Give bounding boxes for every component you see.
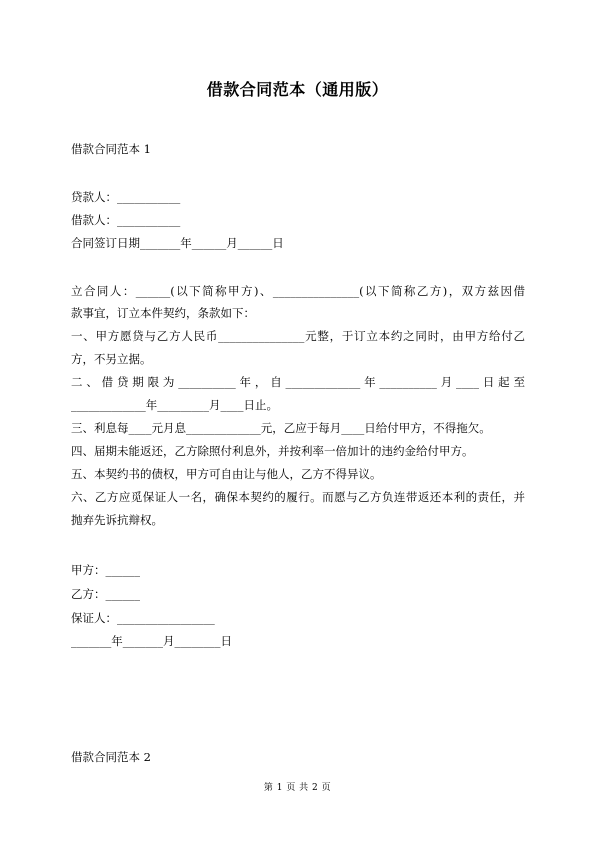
clause6-line1: 六、乙方应觅保证人一名，确保本契约的履行。而愿与乙方负连带返还本利的责任，并 (71, 490, 525, 504)
clause1-line2: 方，不另立据。 (71, 352, 152, 366)
clause3: 三、利息每____元月息_____________元，乙应于每月____日给付甲方，不得拖欠。 (71, 421, 491, 435)
clause5: 五、本契约书的债权，甲方可自由让与他人，乙方不得异议。 (71, 467, 382, 481)
borrower-line: 借款人：___________ (71, 213, 181, 227)
parties-paragraph-line2: 款事宜，订立本件契约，条款如下： (71, 306, 255, 320)
clause1-line1: 一、甲方愿贷与乙方人民币_______________元整，于订立本约之同时，由甲方给付乙 (71, 329, 525, 343)
section2-heading: 借款合同范本 2 (71, 750, 151, 764)
guarantor-signature-line: 保证人：_________________ (71, 611, 215, 625)
party-a-signature-line: 甲方：______ (71, 563, 140, 577)
final-date-line: _______年_______月________日 (71, 634, 232, 648)
document-title: 借款合同范本（通用版） (206, 80, 389, 99)
clause2-line2: _____________年_________月____日止。 (71, 398, 278, 412)
parties-paragraph-line1: 立合同人：______(以下简称甲方)、_______________(以下简称乙方)，双方兹因借 (71, 284, 525, 298)
page-number-footer: 第 1 页 共 2 页 (263, 783, 332, 793)
party-b-signature-line: 乙方：______ (71, 587, 140, 601)
clause4: 四、届期未能返还，乙方除照付利息外，并按利率一倍加计的违约金给付甲方。 (71, 444, 474, 458)
section1-heading: 借款合同范本 1 (71, 142, 151, 156)
clause6-line2: 抛弃先诉抗辩权。 (71, 513, 163, 527)
sign-date-line: 合同签订日期_______年______月______日 (71, 236, 284, 250)
clause2-line1: 二、借贷期限为__________年，自_____________年__________月____日起至 (71, 375, 525, 389)
lender-line: 贷款人：___________ (71, 190, 181, 204)
